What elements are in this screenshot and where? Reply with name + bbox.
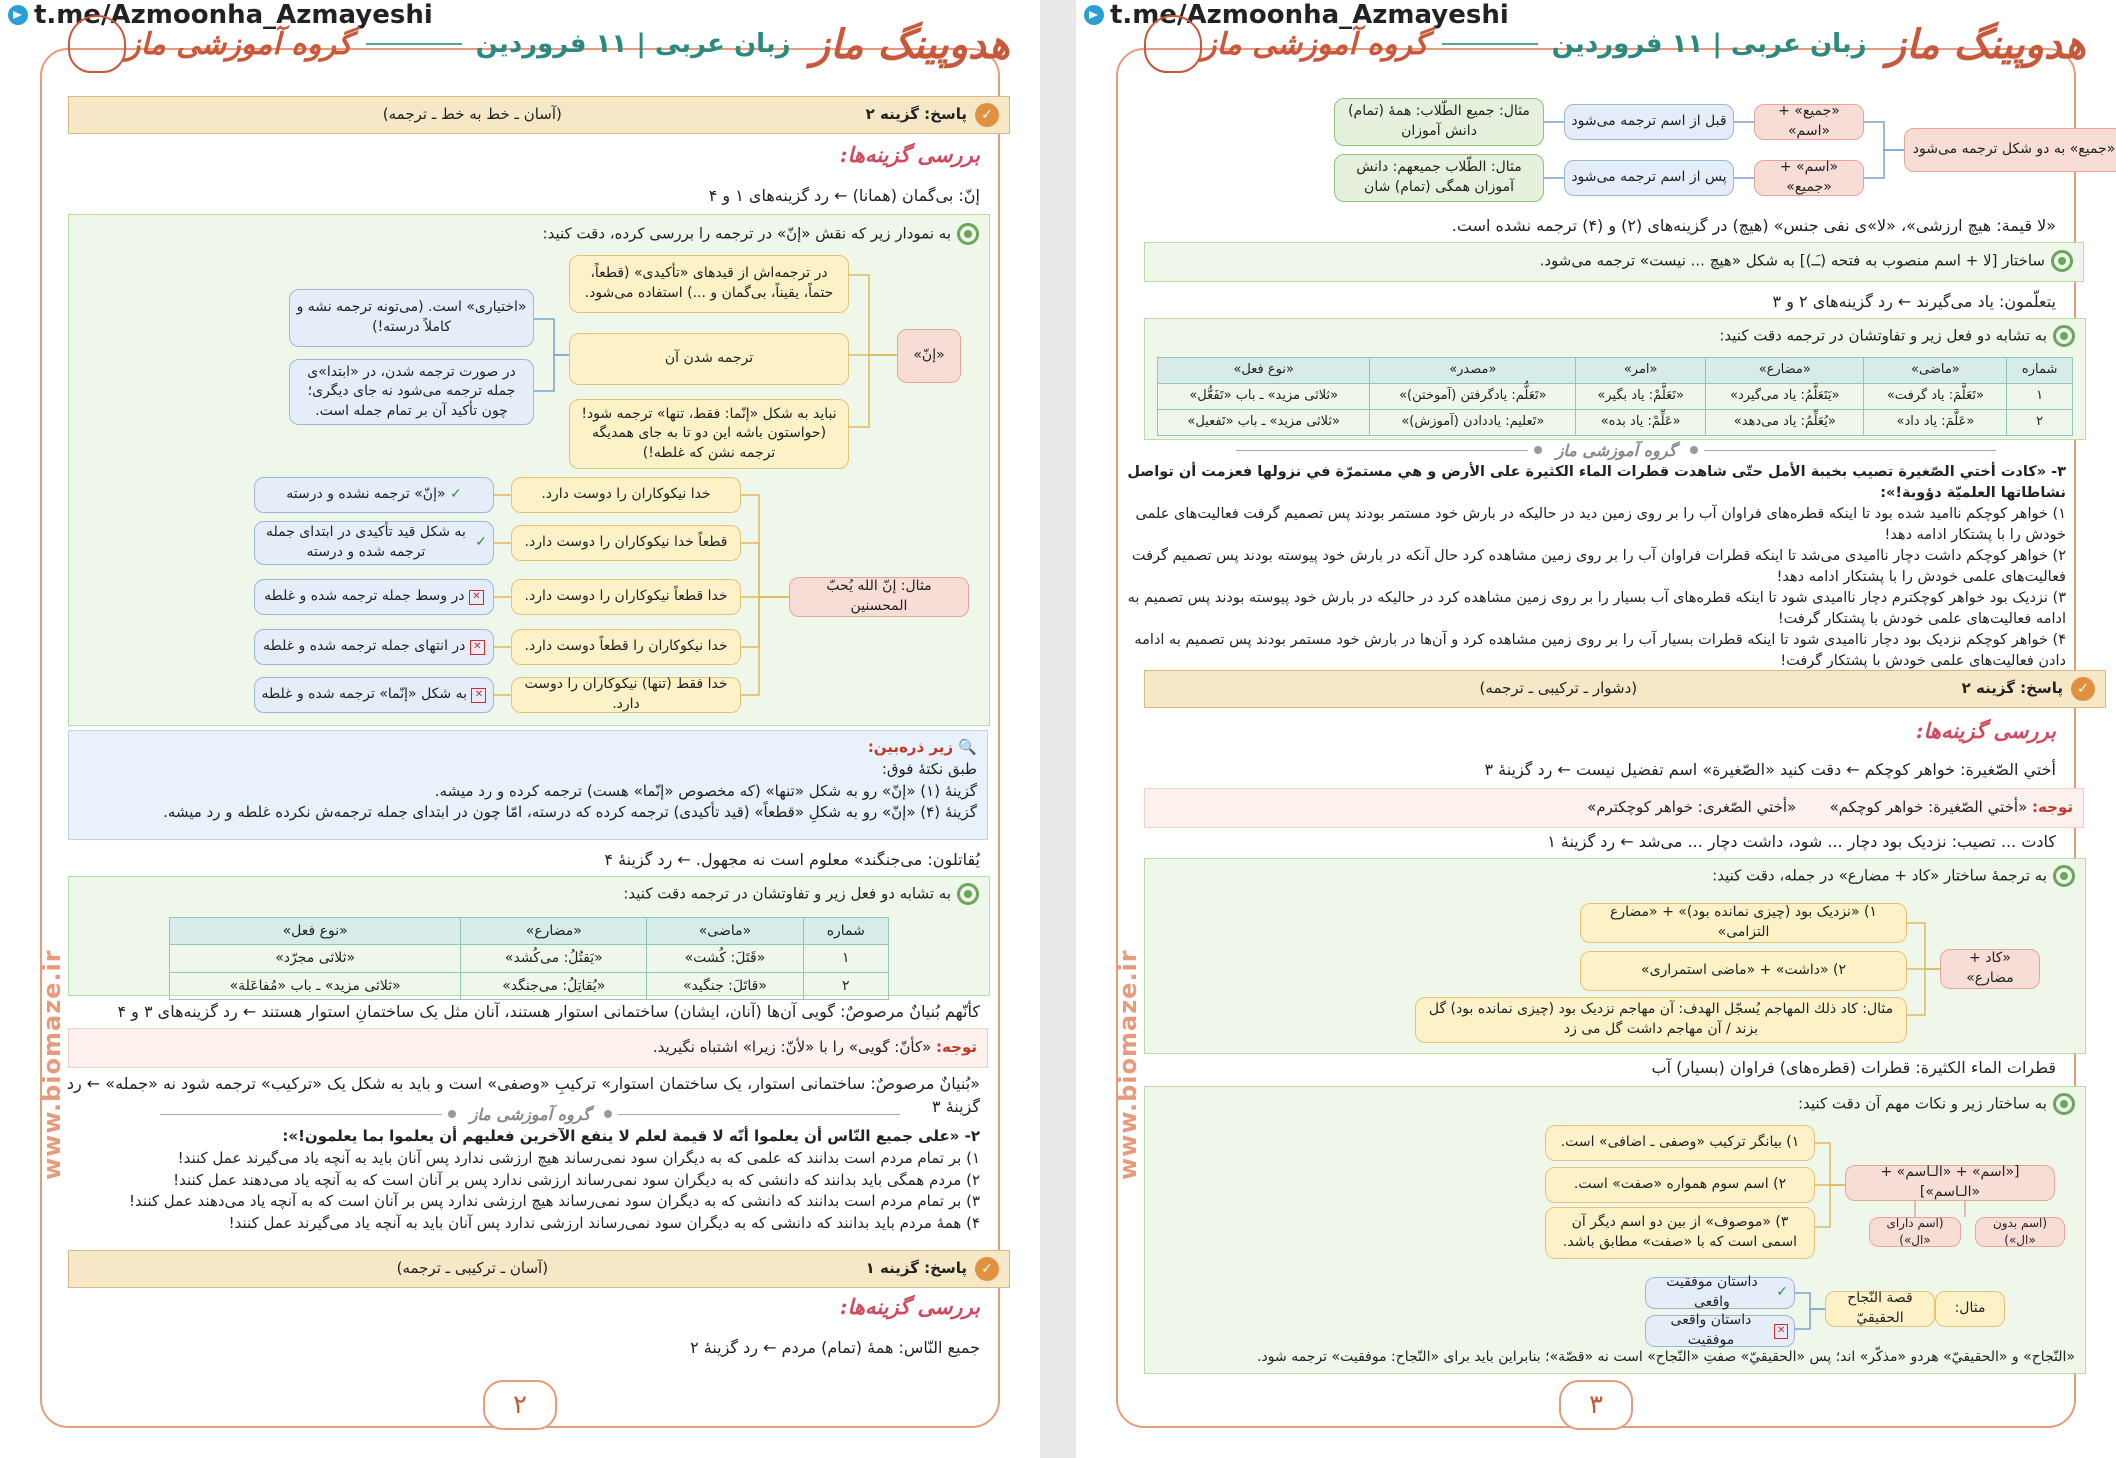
option: ۱) خواهر کوچکم ناامید شده بود تا اینکه قطره‌های فراوان آب را بر روی زمین دید در حالیکه در بارش خود مستمر بودند پس تصمیم گرفت فعالیت‌های علمی خودش را با پشتکار ادامه دهد! xyxy=(1135,506,2066,544)
sentence-node: خدا قطعاً نیکوکاران را دوست دارد. xyxy=(511,579,741,615)
telegram-watermark[interactable]: t.me/Azmoonha_Azmayeshi xyxy=(8,0,433,30)
struct-main-node: [«اسم» + «الـاسم» + «الـاسم»] xyxy=(1845,1165,2055,1201)
inna-diagram-box: به نمودار زیر که نقش «إنّ» در ترجمه را بررسی کرده، دقت کنید: «إنّ» در ترجمه‌اش از قیدهای «تأکیدی» (قطعاً، حتماً، یقیناً، بی‌گمان و ...) استفاده می‌شود. ترجمه شدن آن نباید به شکل «إنّما: فقط، تنها» ترجمه شود! (حواستون باشه این دو تا به جای همدیگه ترجمه نشن که غلطه!) «اختیاری» است. (می‌تونه ترجمه نشه و کاملاً درسته!) در صورت ترجمه شدن، در «ابتدا»ی جمله ترجمه می‌شود نه جای دیگری؛ چون تأکید آن بر تمام جمله است. مثال: إنّ الله یُحبّ المحسنین خدا نیکوکاران را دوست دارد. قطعاً خدا نیکوکاران را دوست دارد. خدا قطعاً نیکوکاران را دوست دارد. خدا نیکوکاران را قطعاً دوست دارد. خدا فقط (تنها) نیکوکاران را دوست دارد. ✓ «إنّ» ترجمه نشده و درسته ✓ به شکل قید تأکیدی در ابتدای جمله ترجمه شده و درسته ✕ در وسط جمله ترجمه شده و غلطه ✕ در انتهای جمله ترجمه شده و غلطه ✕ به شکل «إنّما» ترجمه شده و غلطه xyxy=(68,214,990,726)
table-row: ۱ «قَتَلَ: کُشت» «یَقتُلُ: می‌کُشد» «ثلاثی مجرّد» xyxy=(170,945,889,972)
example-result-node: ✕ داستان واقعی موفقیت xyxy=(1645,1315,1795,1347)
struct-diagram-box: به ساختار زیر و نکات مهم آن دقت کنید: [«اسم» + «الـاسم» + «الـاسم»] ۱) بیانگر ترکیب «وصفی ـ اضافی» است. ۲) اسم سوم همواره «صفت» است. ۳) «موصوف» از بین دو اسم دیگر آن اسمی است که با «صفت» مطابق باشد. (اسم بدون «ال») (اسم دارای «ال») مثال: قصة النّجاح الحقیقيّ ✓ داستان موفقیت واقعی ✕ داستان واقعی موفقیت «النّجاح» و «الحقیقيّ» هردو «مذکّر» اند؛ پس «الحقیقيّ» صفتِ «النّجاح» است نه «قصّة»؛ بنابراین باید برای «النّجاح: موفقیت» ترجمه شود. xyxy=(1144,1086,2086,1374)
subject-title: زبان عربی | ۱۱ فروردین xyxy=(1551,29,1867,59)
tavajoh-box: توجه: «کأنّ: گویی» را با «لأنّ: زیرا» اشتباه نگیرید. xyxy=(68,1028,988,1068)
cross-icon: ✕ xyxy=(471,688,486,703)
left-page xyxy=(0,0,1040,1458)
kada-example-node: مثال: کاد ذلك المهاجم یُسجّل الهدف: آن مهاجم نزدیک بود (چیزی نمانده بود) گل بزند / آن مهاجم داشت گل می زد xyxy=(1415,997,1907,1043)
line-yuqatilun: یُقاتلون: می‌جنگند» معلوم است نه مجهول. ← رد گزینهٔ ۴ xyxy=(604,850,980,869)
diagram-node: «اختیاری» است. (می‌تونه ترجمه نشه و کاملاً درسته!) xyxy=(289,289,534,347)
line-inna: إنّ: بی‌گمان (همانا) ← رد گزینه‌های ۱ و ۴ xyxy=(708,186,980,205)
diagram-node: ترجمه شدن آن xyxy=(569,333,849,385)
side-url[interactable]: www.biomaze.ir xyxy=(38,949,66,1180)
struct-part-node: (اسم دارای «ال») xyxy=(1869,1217,1961,1247)
cross-icon: ✕ xyxy=(469,590,484,605)
option: ۳) بر تمام مردم است بدانند که دانشی که به دیگران سود نمی‌رساند هیچ ارزشی ندارد پس بر آنان است که به آنچه یاد می‌دهند عمل کنند! xyxy=(128,1192,980,1211)
sentence-node: خدا نیکوکاران را قطعاً دوست دارد. xyxy=(511,629,741,665)
line-qatarat: قطرات الماء الکثیرة: قطرات (قطره‌های) فراوان (بسیار) آب xyxy=(1651,1058,2056,1077)
tavajoh-box: توجه: «أختي الصّغیرة: خواهر کوچکم» «أختي الصّغری: خواهر کوچکترم» xyxy=(1144,788,2084,828)
sentence-node: قطعاً خدا نیکوکاران را دوست دارد. xyxy=(511,525,741,561)
target-icon xyxy=(2051,250,2073,272)
right-page xyxy=(1076,0,2116,1458)
check-icon: ✓ xyxy=(475,534,487,551)
diagram-node: در صورت ترجمه شدن، در «ابتدا»ی جمله ترجمه می‌شود نه جای دیگری؛ چون تأکید آن بر تمام جمله است. xyxy=(289,359,534,425)
struct-rule-node: ۲) اسم سوم همواره «صفت» است. xyxy=(1545,1167,1815,1203)
option: ۴) همهٔ مردم باید بدانند که دانشی که به دیگران سود نمی‌رساند ارزشی ندارد پس آنان باید به آنچه یاد می‌گیرند عمل کنند! xyxy=(228,1214,980,1232)
jami-diagram xyxy=(1144,92,2116,212)
page-number: ۳ xyxy=(1559,1380,1633,1430)
page-number: ۲ xyxy=(483,1380,557,1430)
result-node: ✓ به شکل قید تأکیدی در ابتدای جمله ترجمه شده و درسته xyxy=(254,521,494,565)
subject-title: زبان عربی | ۱۱ فروردین xyxy=(475,29,791,59)
line-yataallamun: یتعلّمون: یاد می‌گیرند ← رد گزینه‌های ۲ و ۳ xyxy=(1772,292,2056,311)
question-3: ۳- «کادت أختي الصّغیرة تصیب بخیبة الأمل حتّی شاهدت قطرات الماء الکثیرة علی الأرض و هي مستمرّة في نزولها فعزمت أن تواصل نشاطاتها العلمیّة دؤوبة!»: ۱) خواهر کوچکم ناامید شده بود تا اینکه قطره‌های فراوان آب را بر روی زمین دید در حالیکه در بارش خود مستمر بودند پس تصمیم گرفت فعالیت‌های علمی خودش را با پشتکار ادامه دهد! ۲) خواهر کوچکم داشت دچار ناامیدی می‌شد تا اینکه قطرات فراوان آب را بر روی زمین مشاهده کرد حال آنکه در بارش خود پیوسته بودند پس تصمیم گرفت فعالیت‌های علمی خودش را با پشتکار ادامه دهد! ۳) نزدیک بود خواهر کوچکترم دچار ناامیدی شود تا اینکه قطره‌های آب بسیار را بر روی زمین مشاهده کرد در حالیکه در بارش خود پیوسته بودند پس تصمیم به ادامه فعالیت‌های علمی خودش با پشتکار گرفت! ۴) خواهر کوچکم نزدیک بود دچار ناامیدی شود تا اینکه قطرات بسیار آب را بر روی زمین مشاهده کرد و آن‌ها در بارش خود مستمر بودند پس تصمیم به ادامه دادن فعالیت‌های علمی خودش با پشتکار گرفت! xyxy=(1126,462,2066,672)
example-result-node: ✓ داستان موفقیت واقعی xyxy=(1645,1277,1795,1309)
kada-diagram-box: به ترجمهٔ ساختار «کاد + مضارع» در جمله، دقت کنید: «کاد + مضارع» ۱) «نزدیک بود (چیزی نمانده بود)» + «مضارع التزامی» ۲) «داشت» + «ماضی استمراری» مثال: کاد ذلك المهاجم یُسجّل الهدف: آن مهاجم نزدیک بود (چیزی نمانده بود) گل بزند / آن مهاجم داشت گل می زد xyxy=(1144,858,2086,1054)
table-row: ۱ «تَعَلَّمَ: یاد گرفت» «یَتَعَلَّمُ: یاد می‌گیرد» «تَعَلَّمْ: یاد بگیر» «تَعَلُّم: یادگرفتن (آموختن)» «ثلاثی مزید» ـ باب «تَفَعُّل» xyxy=(1158,383,2073,409)
verb-table-box: به تشابه دو فعل زیر و تفاوتشان در ترجمه دقت کنید: شماره «ماضی» «مضارع» «نوع فعل» ۱ «قَتَلَ: کُشت» «یَقتُلُ: می‌کُشد» «ثلاثی مجرّد» ۲ «قاتَلَ: جنگید» «یُقاتِلُ: می‌جنگد» «ثلاثی مزید» ـ باب «مُفاعَلة» xyxy=(68,876,990,996)
answer-bar: ✓ پاسخ: گزینه ۲ (دشوار ـ ترکیبی ـ ترجمه) xyxy=(1144,670,2106,708)
struct-note: «النّجاح» و «الحقیقيّ» هردو «مذکّر» اند؛ پس «الحقیقيّ» صفتِ «النّجاح» است نه «قصّة»؛ بنابراین باید برای «النّجاح: موفقیت» ترجمه شود. xyxy=(1257,1349,2075,1365)
struct-part-node: (اسم بدون «ال») xyxy=(1975,1217,2065,1247)
brand-logo: هدوپینگ ماز xyxy=(1886,20,2086,68)
head-logo-icon xyxy=(68,15,126,73)
review-title: بررسی گزینه‌ها: xyxy=(839,1294,980,1319)
verb-table-box: به تشابه دو فعل زیر و تفاوتشان در ترجمه دقت کنید: شماره «ماضی» «مضارع» «امر» «مصدر» «نوع فعل» ۱ «تَعَلَّمَ: یاد گرفت» «یَتَعَلَّمُ: یاد می‌گیرد» «تَعَلَّمْ: یاد بگیر» «تَعَلُّم: یادگرفتن (آموختن)» «ثلاثی مزید» ـ باب «تَفَعُّل» ۲ «عَلَّمَ: یاد داد» «یُعَلِّمُ: یاد می‌دهد» «عَلِّمْ: یاد بده» «تَعلیم: یاددادن (آموزش)» «ثلاثی مزید» ـ باب «تَفعیل» xyxy=(1144,318,2086,440)
sentence-node: خدا فقط (تنها) نیکوکاران را دوست دارد. xyxy=(511,677,741,713)
option: ۴) خواهر کوچکم نزدیک بود دچار ناامیدی شود تا اینکه قطرات بسیار آب را بر روی زمین مشاهده کرد و آن‌ها در بارش خود مستمر بودند پس تصمیم به ادامه دادن فعالیت‌های علمی خودش با پشتکار گرفت! xyxy=(1134,632,2066,670)
result-node: ✕ در انتهای جمله ترجمه شده و غلطه xyxy=(254,629,494,665)
la-box: ساختار [لا + اسم منصوب به فتحه (ـَـ)] به شکل «هیچ ... نیست» ترجمه می‌شود. xyxy=(1144,242,2084,282)
zir-zarrebin-box: 🔍 زیر ذره‌بین: طبق نکتهٔ فوق: گزینهٔ (۱) «إنّ» رو به شکل «تنها» (که مخصوص «إنّما» هست) ترجمه کرده و رد میشه. گزینهٔ (۴) «إنّ» رو به شکلِ «قطعاً» (قید تأکیدی) ترجمه کرده که درسته، امّا چون در ابتدای جمله ترجمه‌ش نکرده غلطه و رد میشه. xyxy=(68,730,988,840)
kada-main-node: «کاد + مضارع» xyxy=(1940,949,2040,989)
diagram-node: نباید به شکل «إنّما: فقط، تنها» ترجمه شود! (حواستون باشه این دو تا به جای همدیگه ترجمه نشن که غلطه!) xyxy=(569,399,849,469)
section-separator: گروه آموزشی ماز xyxy=(160,1104,900,1124)
jami-example-node: مثال: الطّلاب جمیعهم: دانش آموزان همگی (تمام) شان xyxy=(1334,154,1544,202)
telegram-watermark[interactable]: t.me/Azmoonha_Azmayeshi xyxy=(1084,0,1509,30)
line-la-qima: «لا قیمة: هیچ ارزشی»، «لا»ی نفی جنس» (هیچ) در گزینه‌های (۲) و (۴) ترجمه نشده است. xyxy=(1451,216,2056,235)
sentence-node: خدا نیکوکاران را دوست دارد. xyxy=(511,477,741,513)
result-node: ✓ «إنّ» ترجمه نشده و درسته xyxy=(254,477,494,513)
jami-form-node: «جمیع» + «اسم» xyxy=(1754,104,1864,140)
option: ۱) بر تمام مردم است بدانند که علمی که به دیگران سود نمی‌رساند هیچ ارزشی ندارد پس آنان باید به آنچه یاد می‌گیرند عمل کنند! xyxy=(177,1148,980,1167)
telegram-icon xyxy=(1084,5,1104,25)
option: ۲) مردم همگی باید بدانند که دانشی که به دیگران سود نمی‌رساند ارزشی ندارد پس بر آنان است که به آنچه یاد می‌دهند عمل کنند! xyxy=(173,1170,980,1189)
check-icon: ✓ xyxy=(450,486,462,503)
jami-rule-node: قبل از اسم ترجمه می‌شود xyxy=(1564,104,1734,140)
struct-rule-node: ۳) «موصوف» از بین دو اسم دیگر آن اسمی است که با «صفت» مطابق باشد. xyxy=(1545,1207,1815,1259)
check-icon: ✓ xyxy=(1776,1284,1788,1301)
jami-form-node: «اسم» + «جمیع» xyxy=(1754,160,1864,196)
check-icon: ✓ xyxy=(975,103,999,127)
jami-main-node: «جمیع» به دو شکل ترجمه می‌شود xyxy=(1904,128,2116,172)
answer-bar: ✓ پاسخ: گزینه ۲ (آسان ـ خط به خط ـ ترجمه) xyxy=(68,96,1010,134)
line-kadat: کادت ... تصیب: نزدیک بود دچار ... شود، داشت دچار ... می‌شد ← رد گزینهٔ ۱ xyxy=(1547,832,2056,851)
option: ۳) نزدیک بود خواهر کوچکترم دچار ناامیدی شود تا اینکه قطره‌های آب بسیار را بر روی زمین مشاهده کرد در حالیکه در بارش خود پیوسته بودند پس تصمیم به ادامه فعالیت‌های علمی خودش با پشتکار گرفت! xyxy=(1127,590,2066,628)
diagram-node: در ترجمه‌اش از قیدهای «تأکیدی» (قطعاً، حتماً، یقیناً، بی‌گمان و ...) استفاده می‌شود. xyxy=(569,255,849,313)
jami-example-node: مثال: جمیع الطّلاب: همهٔ (تمام) دانش آموزان xyxy=(1334,98,1544,146)
verb-table: شماره «ماضی» «مضارع» «امر» «مصدر» «نوع فعل» ۱ «تَعَلَّمَ: یاد گرفت» «یَتَعَلَّمُ: یاد می‌گیرد» «تَعَلَّمْ: یاد بگیر» «تَعَلُّم: یادگرفتن (آموختن)» «ثلاثی مزید» ـ باب «تَفَعُّل» ۲ «عَلَّمَ: یاد داد» «یُعَلِّمُ: یاد می‌دهد» «عَلِّمْ: یاد بده» «تَعلیم: یاددادن (آموزش)» «ثلاثی مزید» ـ باب «تَفعیل» xyxy=(1157,357,2073,436)
inna-node: «إنّ» xyxy=(897,329,961,383)
answer-bar: ✓ پاسخ: گزینه ۱ (آسان ـ ترکیبی ـ ترجمه) xyxy=(68,1250,1010,1288)
table-row: ۲ «عَلَّمَ: یاد داد» «یُعَلِّمُ: یاد می‌دهد» «عَلِّمْ: یاد بده» «تَعلیم: یاددادن (آموزش)» «ثلاثی مزید» ـ باب «تَفعیل» xyxy=(1158,409,2073,435)
group-logo: گروه آموزشی ماز xyxy=(126,26,353,62)
result-node: ✕ در وسط جمله ترجمه شده و غلطه xyxy=(254,579,494,615)
group-logo: گروه آموزشی ماز xyxy=(1202,26,1429,62)
cross-icon: ✕ xyxy=(1774,1324,1788,1339)
jami-rule-node: پس از اسم ترجمه می‌شود xyxy=(1564,160,1734,196)
line-kaannahum: کأنّهم بُنیانٌ مرصوصٌ: گویی آن‌ها (آنان، ایشان) ساختمانی استوار هستند، آنان مثل یک ساختمانِ استوار هستند ← رد گزینه‌های ۳ و ۴ xyxy=(117,1002,980,1021)
verb-table: شماره «ماضی» «مضارع» «نوع فعل» ۱ «قَتَلَ: کُشت» «یَقتُلُ: می‌کُشد» «ثلاثی مجرّد» ۲ «قاتَلَ: جنگید» «یُقاتِلُ: می‌جنگد» «ثلاثی مزید» ـ باب «مُفاعَلة» xyxy=(169,917,889,1000)
review-title: بررسی گزینه‌ها: xyxy=(1915,718,2056,743)
magnifier-icon: 🔍 xyxy=(958,738,977,756)
check-icon: ✓ xyxy=(2071,677,2095,701)
side-url[interactable]: www.biomaze.ir xyxy=(1114,949,1142,1180)
example-phrase-node: قصة النّجاح الحقیقيّ xyxy=(1825,1291,1935,1327)
question-2: ۲- «علی جمیع النّاس أن یعلموا أنّه لا قیمة لعلم لا ینفع الآخرین فعلیهم أن یعلموا بما یعلمون!»: ۱) بر تمام مردم است بدانند که علمی که به دیگران سود نمی‌رساند هیچ ارزشی ندارد پس آنان باید به آنچه یاد می‌گیرند عمل کنند! ۲) مردم همگی باید بدانند که دانشی که به دیگران سود نمی‌رساند ارزشی ندارد پس بر آنان است که به آنچه یاد می‌دهند عمل کنند! ۳) بر تمام مردم است بدانند که دانشی که به دیگران سود نمی‌رساند هیچ ارزشی ندارد پس بر آنان است که به آنچه یاد می‌دهند عمل کنند! ۴) همهٔ مردم باید بدانند که دانشی که به دیگران سود نمی‌رساند ارزشی ندارد پس آنان باید به آنچه یاد می‌گیرند عمل کنند! xyxy=(60,1126,980,1235)
page-header xyxy=(1136,14,2086,74)
struct-rule-node: ۱) بیانگر ترکیب «وصفی ـ اضافی» است. xyxy=(1545,1125,1815,1161)
option: ۲) خواهر کوچکم داشت دچار ناامیدی می‌شد تا اینکه قطرات فراوان آب را بر روی زمین مشاهده کرد حال آنکه در بارش خود پیوسته بودند پس تصمیم گرفت فعالیت‌های علمی خودش را با پشتکار ادامه دهد! xyxy=(1131,548,2066,586)
head-logo-icon xyxy=(1144,15,1202,73)
section-separator: گروه آموزشی ماز xyxy=(1236,440,1996,460)
line-bunyan: «بُنیانٌ مرصوصٌ: ساختمانی استوار، یک ساختمان استوار» ترکیبِ «وصفی» است و باید به شکل یک «ترکیب» ترجمه شود نه «جمله» ← رد گزینهٔ ۳ xyxy=(66,1074,980,1117)
kada-rule-node: ۱) «نزدیک بود (چیزی نمانده بود)» + «مضارع التزامی» xyxy=(1580,903,1907,943)
header-line xyxy=(1442,43,1537,45)
brand-logo: هدوپینگ ماز xyxy=(810,20,1010,68)
line-jami: جمیع النّاس: همهٔ (تمام) مردم ← رد گزینهٔ ۲ xyxy=(690,1338,980,1357)
page-header xyxy=(60,14,1010,74)
header-line xyxy=(366,43,461,45)
telegram-icon xyxy=(8,5,28,25)
example-node: مثال: إنّ الله یُحبّ المحسنین xyxy=(789,577,969,617)
cross-icon: ✕ xyxy=(470,640,485,655)
result-node: ✕ به شکل «إنّما» ترجمه شده و غلطه xyxy=(254,677,494,713)
example-label-node: مثال: xyxy=(1935,1291,2005,1327)
table-row: ۲ «قاتَلَ: جنگید» «یُقاتِلُ: می‌جنگد» «ثلاثی مزید» ـ باب «مُفاعَلة» xyxy=(170,972,889,999)
check-icon: ✓ xyxy=(975,1257,999,1281)
kada-rule-node: ۲) «داشت» + «ماضی استمراری» xyxy=(1580,951,1907,991)
review-title: بررسی گزینه‌ها: xyxy=(839,142,980,167)
target-icon xyxy=(957,883,979,905)
target-icon xyxy=(2053,325,2075,347)
line-okhti: أختي الصّغیرة: خواهر کوچکم ← دقت کنید «الصّغیرة» اسم تفضیل نیست ← رد گزینهٔ ۳ xyxy=(1484,760,2056,779)
